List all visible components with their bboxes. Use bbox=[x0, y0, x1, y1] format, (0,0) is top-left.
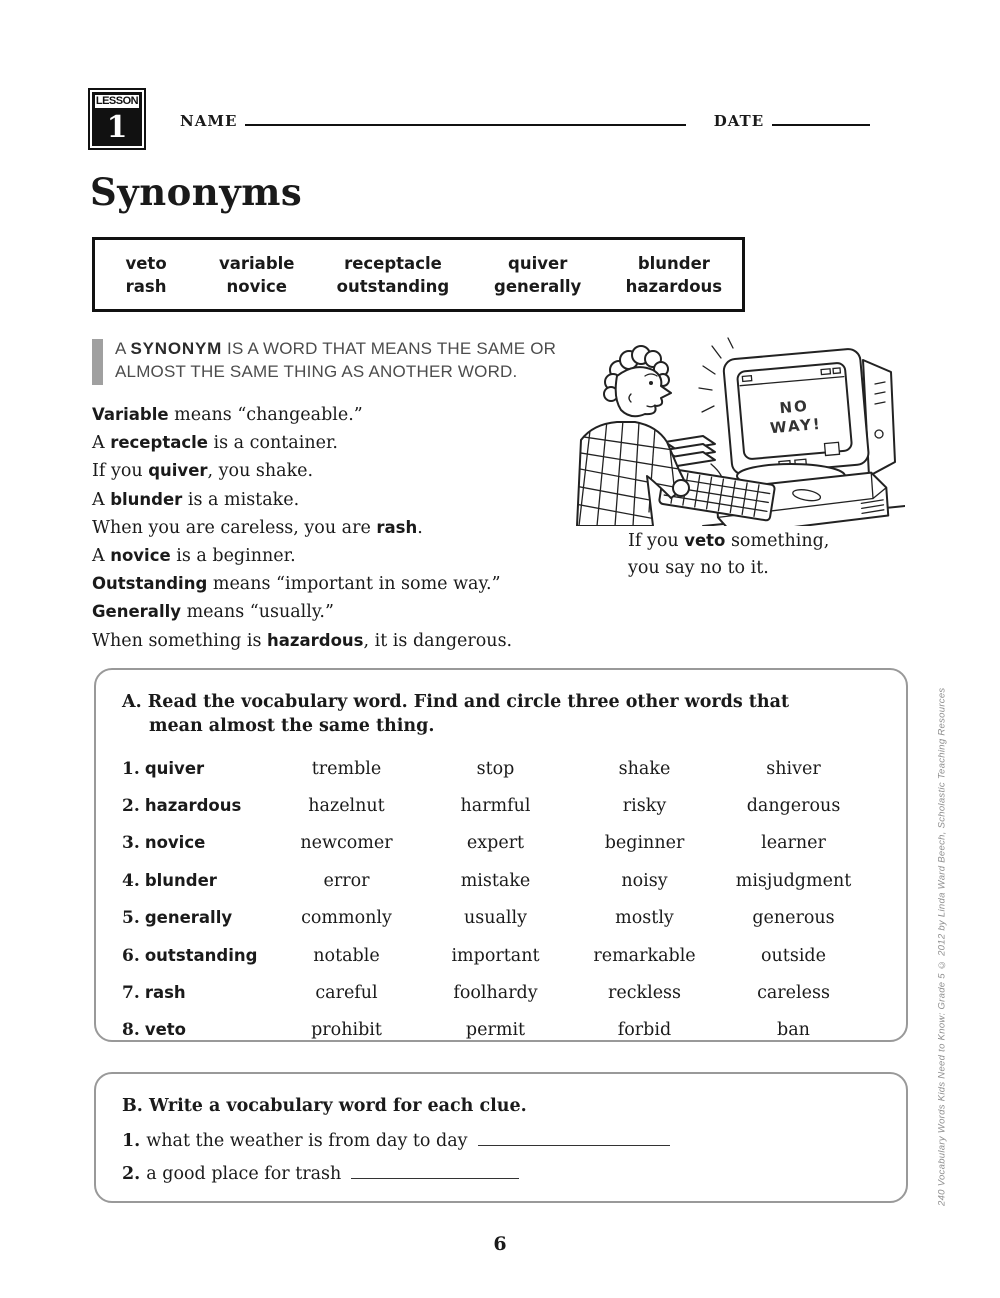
veto-caption bbox=[628, 527, 868, 582]
lesson-badge-label: LESSON bbox=[95, 95, 139, 107]
option-word[interactable]: shake bbox=[618, 758, 671, 779]
table-row bbox=[122, 937, 906, 974]
definition-generally bbox=[92, 598, 597, 626]
option-word[interactable]: dangerous bbox=[746, 796, 841, 817]
def-pre: A bbox=[92, 489, 111, 510]
option-word[interactable]: newcomer bbox=[300, 833, 393, 854]
def-pre: When you are careless, you are bbox=[92, 517, 377, 538]
option-word[interactable]: important bbox=[451, 945, 540, 966]
row-number: 5. bbox=[122, 908, 140, 929]
row-number: 1. bbox=[122, 758, 140, 779]
table-row bbox=[122, 862, 906, 899]
row-number: 4. bbox=[122, 870, 140, 891]
copyright-credit: 240 Vocabulary Words Kids Need to Know: Grade 5 © 2012 by Linda Ward Beech, Scholastic Teaching Resources bbox=[936, 687, 948, 1206]
row-number: 2. bbox=[122, 796, 140, 817]
option-word[interactable]: hazelnut bbox=[308, 796, 385, 817]
option-word[interactable]: foolhardy bbox=[453, 983, 538, 1004]
option-word[interactable]: shiver bbox=[766, 758, 821, 779]
option-word[interactable]: usually bbox=[463, 908, 528, 929]
option-word[interactable]: noisy bbox=[621, 870, 668, 891]
def-pre: A bbox=[92, 433, 111, 454]
name-line[interactable] bbox=[245, 108, 685, 126]
answer-line[interactable] bbox=[478, 1131, 670, 1146]
def-pre: If you bbox=[92, 461, 149, 482]
definition-variable bbox=[92, 401, 597, 429]
vocab-word: novice bbox=[144, 833, 206, 853]
word-box-row-1 bbox=[95, 254, 742, 273]
definition-outstanding bbox=[92, 570, 597, 598]
option-word[interactable]: beginner bbox=[604, 833, 685, 854]
name-date-row bbox=[180, 108, 870, 130]
page-title: Synonyms bbox=[90, 170, 303, 214]
vocab-word: veto bbox=[144, 1020, 187, 1040]
callout-text bbox=[115, 337, 578, 385]
vocab-word: outstanding bbox=[144, 945, 258, 965]
option-word[interactable]: permit bbox=[465, 1020, 526, 1041]
option-word[interactable]: outside bbox=[761, 945, 826, 966]
caption-line2: you say no to it. bbox=[628, 558, 769, 578]
option-word[interactable]: forbid bbox=[617, 1020, 672, 1041]
option-word[interactable]: harmful bbox=[460, 796, 531, 817]
def-post: , you shake. bbox=[207, 461, 314, 482]
def-post: is a mistake. bbox=[182, 489, 300, 510]
name-label: NAME bbox=[180, 112, 238, 130]
word-novice: novice bbox=[226, 276, 287, 296]
row-number: 3. bbox=[122, 833, 140, 854]
definition-hazardous bbox=[92, 627, 597, 655]
screen-text-line2: WAY! bbox=[769, 414, 823, 438]
callout-bar bbox=[92, 339, 103, 385]
section-a-header bbox=[122, 690, 839, 738]
option-word[interactable]: careful bbox=[315, 983, 378, 1004]
table-row bbox=[122, 787, 906, 824]
def-word: rash bbox=[376, 517, 418, 537]
word-hazardous: hazardous bbox=[625, 276, 723, 296]
section-b-instructions: Write a vocabulary word for each clue. bbox=[148, 1096, 527, 1116]
word-veto: veto bbox=[125, 253, 167, 273]
section-a-label: A. bbox=[122, 692, 142, 712]
word-rash: rash bbox=[125, 276, 167, 296]
option-word[interactable]: tremble bbox=[311, 758, 382, 779]
caption-pre: If you bbox=[628, 531, 685, 551]
word-receptacle: receptacle bbox=[344, 253, 442, 273]
def-post: means “important in some way.” bbox=[207, 574, 501, 595]
definition-receptacle bbox=[92, 429, 597, 457]
vocab-word: generally bbox=[144, 908, 233, 928]
def-word: receptacle bbox=[110, 433, 208, 453]
def-post: is a container. bbox=[207, 433, 338, 454]
section-a-box bbox=[94, 668, 908, 1042]
definition-rash bbox=[92, 514, 597, 542]
row-number: 7. bbox=[122, 983, 140, 1004]
option-word[interactable]: commonly bbox=[301, 908, 392, 929]
def-word: Outstanding bbox=[92, 574, 208, 594]
page-number: 6 bbox=[493, 1233, 507, 1255]
def-post: means “usually.” bbox=[181, 602, 334, 623]
vocabulary-word-box bbox=[92, 237, 745, 312]
callout-term: SYNONYM bbox=[130, 339, 223, 358]
def-post: , it is dangerous. bbox=[363, 630, 513, 651]
vocab-word: hazardous bbox=[144, 796, 242, 816]
option-word[interactable]: reckless bbox=[607, 983, 682, 1004]
clue-text: a good place for trash bbox=[146, 1164, 342, 1184]
clue-text: what the weather is from day to day bbox=[146, 1131, 468, 1151]
section-a-rows bbox=[96, 750, 906, 1049]
option-word[interactable]: stop bbox=[476, 758, 515, 779]
def-word: hazardous bbox=[267, 630, 364, 650]
section-b-header bbox=[122, 1094, 839, 1118]
option-word[interactable]: generous bbox=[752, 908, 835, 929]
def-word: blunder bbox=[110, 489, 183, 509]
option-word[interactable]: error bbox=[323, 870, 370, 891]
option-word[interactable]: mistake bbox=[460, 870, 531, 891]
item-number: 2. bbox=[122, 1164, 141, 1184]
list-item bbox=[122, 1164, 906, 1184]
callout-pre: A bbox=[115, 339, 131, 358]
caption-post: something, bbox=[725, 531, 830, 551]
word-quiver: quiver bbox=[508, 253, 568, 273]
def-post: means “changeable.” bbox=[168, 405, 363, 425]
plaid-shirt bbox=[575, 420, 689, 526]
option-word[interactable]: ban bbox=[777, 1020, 810, 1041]
table-row bbox=[122, 974, 906, 1011]
lesson-number: 1 bbox=[106, 110, 128, 145]
word-variable: variable bbox=[219, 253, 295, 273]
def-word: novice bbox=[110, 546, 171, 566]
definition-list bbox=[92, 401, 597, 655]
section-b-box bbox=[94, 1072, 908, 1203]
word-blunder: blunder bbox=[637, 253, 710, 273]
option-word[interactable]: careless bbox=[757, 983, 830, 1004]
definition-quiver bbox=[92, 457, 597, 485]
word-generally: generally bbox=[494, 276, 582, 296]
caption-word: veto bbox=[684, 531, 726, 550]
def-word: Generally bbox=[92, 602, 182, 622]
word-box-row-2 bbox=[95, 277, 742, 296]
option-word[interactable]: prohibit bbox=[311, 1020, 382, 1041]
hand bbox=[673, 480, 689, 496]
table-row bbox=[122, 1012, 906, 1049]
date-label: DATE bbox=[713, 112, 765, 130]
row-number: 8. bbox=[122, 1020, 140, 1041]
option-word[interactable]: learner bbox=[761, 833, 826, 854]
def-pre: A bbox=[92, 546, 111, 567]
eye bbox=[649, 381, 653, 385]
option-word[interactable]: misjudgment bbox=[735, 870, 852, 891]
screen-text-line1: NO bbox=[778, 396, 810, 418]
date-line[interactable] bbox=[772, 108, 870, 126]
definition-blunder bbox=[92, 486, 597, 514]
def-word: Variable bbox=[92, 405, 169, 424]
def-pre: When something is bbox=[92, 630, 267, 651]
option-word[interactable]: notable bbox=[313, 945, 380, 966]
option-word[interactable]: mostly bbox=[615, 908, 674, 929]
definition-novice bbox=[92, 542, 597, 570]
veto-cartoon-illustration bbox=[575, 336, 905, 526]
option-word[interactable]: risky bbox=[622, 796, 667, 817]
table-row bbox=[122, 750, 906, 787]
item-number: 1. bbox=[122, 1131, 141, 1151]
lesson-badge-inner bbox=[92, 92, 142, 146]
section-b-label: B. bbox=[122, 1096, 143, 1116]
def-word: quiver bbox=[148, 461, 208, 481]
vocab-word: blunder bbox=[144, 870, 217, 890]
vocab-word: quiver bbox=[144, 758, 205, 778]
vocab-word: rash bbox=[144, 983, 186, 1003]
section-a-instructions: Read the vocabulary word. Find and circle three other words that mean almost the same thing. bbox=[147, 692, 790, 736]
option-word[interactable]: expert bbox=[466, 833, 525, 854]
list-item bbox=[122, 1131, 906, 1151]
table-row bbox=[122, 825, 906, 862]
option-word[interactable]: remarkable bbox=[593, 945, 696, 966]
def-post: . bbox=[417, 517, 423, 538]
def-post: is a beginner. bbox=[170, 546, 296, 567]
answer-line[interactable] bbox=[351, 1164, 519, 1179]
lesson-badge bbox=[88, 88, 146, 150]
table-row bbox=[122, 900, 906, 937]
monitor bbox=[723, 348, 870, 475]
row-number: 6. bbox=[122, 945, 140, 966]
callout-post: IS A WORD THAT MEANS THE SAME OR ALMOST THE SAME THING AS ANOTHER WORD. bbox=[115, 339, 557, 381]
word-outstanding: outstanding bbox=[336, 276, 450, 296]
synonym-definition-callout bbox=[92, 337, 578, 385]
